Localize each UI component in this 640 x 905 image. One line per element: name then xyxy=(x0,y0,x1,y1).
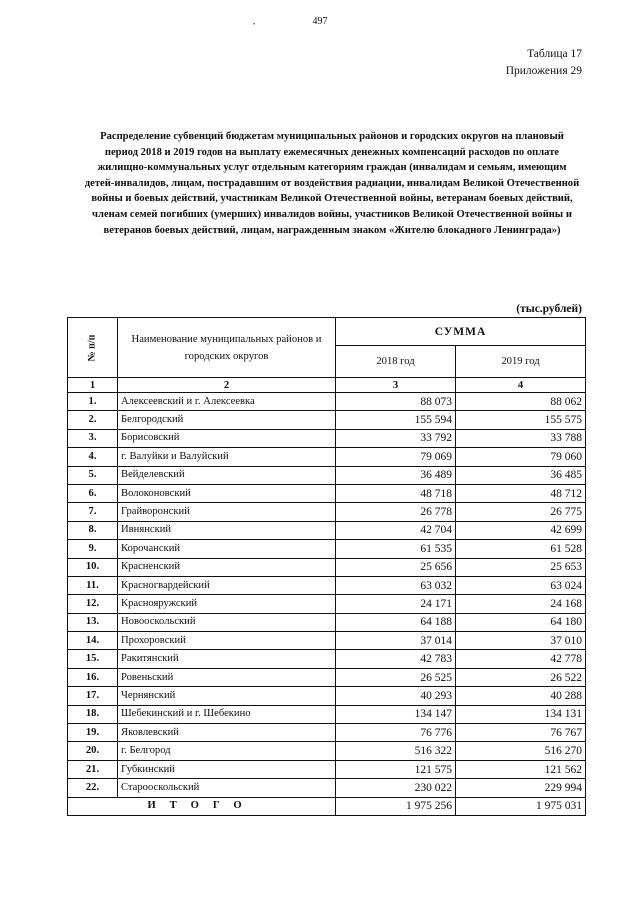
table-row xyxy=(68,779,586,797)
table-row xyxy=(68,411,586,429)
table-row xyxy=(68,632,586,650)
annex-reference: Приложения 29 xyxy=(505,65,582,77)
row-value-2019: 26 775 xyxy=(456,503,586,521)
row-value-2019: 76 767 xyxy=(456,724,586,742)
table-row xyxy=(68,595,586,613)
row-number: 5. xyxy=(68,466,118,484)
row-value-2019: 63 024 xyxy=(456,576,586,594)
table-row xyxy=(68,540,586,558)
row-district-name: Старооскольский xyxy=(118,779,336,797)
subvention-table xyxy=(67,317,586,816)
row-district-name: Новооскольский xyxy=(118,613,336,631)
row-value-2019: 40 288 xyxy=(456,687,586,705)
table-row xyxy=(68,558,586,576)
row-number: 11. xyxy=(68,576,118,594)
row-value-2018: 121 575 xyxy=(336,760,456,778)
row-number: 22. xyxy=(68,779,118,797)
row-value-2018: 48 718 xyxy=(336,484,456,502)
row-value-2018: 33 792 xyxy=(336,429,456,447)
table-body xyxy=(68,393,586,798)
row-value-2018: 230 022 xyxy=(336,779,456,797)
row-number: 17. xyxy=(68,687,118,705)
row-number: 19. xyxy=(68,724,118,742)
total-value-2019: 1 975 031 xyxy=(456,797,586,815)
row-number: 14. xyxy=(68,632,118,650)
row-district-name: Ракитянский xyxy=(118,650,336,668)
row-value-2018: 155 594 xyxy=(336,411,456,429)
row-number: 8. xyxy=(68,521,118,539)
row-value-2018: 42 783 xyxy=(336,650,456,668)
row-number: 6. xyxy=(68,484,118,502)
row-value-2018: 516 322 xyxy=(336,742,456,760)
row-district-name: Яковлевский xyxy=(118,724,336,742)
row-value-2019: 26 522 xyxy=(456,668,586,686)
total-value-2018: 1 975 256 xyxy=(336,797,456,815)
row-value-2018: 40 293 xyxy=(336,687,456,705)
row-value-2019: 36 485 xyxy=(456,466,586,484)
table-row xyxy=(68,613,586,631)
table-row xyxy=(68,484,586,502)
row-value-2019: 25 653 xyxy=(456,558,586,576)
row-value-2019: 42 778 xyxy=(456,650,586,668)
column-numbers-row xyxy=(68,378,586,393)
table-row xyxy=(68,760,586,778)
row-value-2019: 229 994 xyxy=(456,779,586,797)
header-sum: СУММА xyxy=(336,318,586,346)
scan-dot-mark: • xyxy=(253,22,256,28)
row-district-name: Белгородский xyxy=(118,411,336,429)
row-number: 16. xyxy=(68,668,118,686)
total-row xyxy=(68,797,586,815)
row-number: 3. xyxy=(68,429,118,447)
row-value-2018: 37 014 xyxy=(336,632,456,650)
row-number: 20. xyxy=(68,742,118,760)
unit-label: (тыс.рублей) xyxy=(516,303,582,315)
row-value-2019: 24 168 xyxy=(456,595,586,613)
table-row xyxy=(68,724,586,742)
row-number: 1. xyxy=(68,393,118,411)
row-value-2018: 63 032 xyxy=(336,576,456,594)
column-number: 2 xyxy=(118,378,336,393)
row-number: 7. xyxy=(68,503,118,521)
row-value-2019: 155 575 xyxy=(456,411,586,429)
table-reference: Таблица 17 xyxy=(527,48,582,60)
document-title: Распределение субвенций бюджетам муниципальных районов и городских округов на плановый период 2018 и 2019 годов на выплату ежемесячных денежных компенсаций расходов по оплате жилищно-коммунальных услуг отдельным категориям граждан (инвалидам и семьям, имеющим детей-инвалидов, лицам, пострадавшим от воздействия радиации, инвалидам Великой Отечественной войны и боевых действий, участникам Великой Отечественной войны, ветеранам боевых действий, членам семей погибших (умерших) инвалидов войны, участников Великой Отечественной войны и ветеранов боевых действий, лицам, награжденным знаком «Жителю блокадного Ленинграда») xyxy=(84,131,580,236)
table-row xyxy=(68,393,586,411)
row-value-2018: 64 188 xyxy=(336,613,456,631)
row-value-2019: 134 131 xyxy=(456,705,586,723)
row-value-2018: 25 656 xyxy=(336,558,456,576)
table-row xyxy=(68,668,586,686)
table-row xyxy=(68,650,586,668)
row-value-2019: 33 788 xyxy=(456,429,586,447)
header-year-2019: 2019 год xyxy=(456,346,586,378)
header-number-label: № п/п xyxy=(86,334,98,361)
row-value-2018: 61 535 xyxy=(336,540,456,558)
row-value-2018: 42 704 xyxy=(336,521,456,539)
row-number: 12. xyxy=(68,595,118,613)
row-district-name: Губкинский xyxy=(118,760,336,778)
page-number: 497 xyxy=(312,16,328,27)
row-district-name: Прохоровский xyxy=(118,632,336,650)
row-number: 9. xyxy=(68,540,118,558)
row-number: 13. xyxy=(68,613,118,631)
table-row xyxy=(68,742,586,760)
table-row xyxy=(68,429,586,447)
row-value-2019: 88 062 xyxy=(456,393,586,411)
row-value-2019: 516 270 xyxy=(456,742,586,760)
row-district-name: Грайворонский xyxy=(118,503,336,521)
row-value-2019: 37 010 xyxy=(456,632,586,650)
row-district-name: Борисовский xyxy=(118,429,336,447)
row-number: 4. xyxy=(68,448,118,466)
row-district-name: Ивнянский xyxy=(118,521,336,539)
appendix-reference xyxy=(506,46,582,80)
row-district-name: Корочанский xyxy=(118,540,336,558)
row-district-name: Шебекинский и г. Шебекино xyxy=(118,705,336,723)
column-number: 3 xyxy=(336,378,456,393)
table-row xyxy=(68,503,586,521)
table-row xyxy=(68,576,586,594)
row-value-2018: 76 776 xyxy=(336,724,456,742)
row-district-name: Краснояружский xyxy=(118,595,336,613)
table-row xyxy=(68,705,586,723)
row-district-name: г. Белгород xyxy=(118,742,336,760)
row-value-2019: 61 528 xyxy=(456,540,586,558)
table-row xyxy=(68,521,586,539)
total-label: ИТОГО xyxy=(68,797,336,815)
row-value-2018: 26 778 xyxy=(336,503,456,521)
column-number: 4 xyxy=(456,378,586,393)
row-district-name: г. Валуйки и Валуйский xyxy=(118,448,336,466)
row-number: 2. xyxy=(68,411,118,429)
header-year-2018: 2018 год xyxy=(336,346,456,378)
row-value-2018: 134 147 xyxy=(336,705,456,723)
row-value-2019: 48 712 xyxy=(456,484,586,502)
row-number: 21. xyxy=(68,760,118,778)
row-value-2019: 42 699 xyxy=(456,521,586,539)
row-number: 15. xyxy=(68,650,118,668)
header-number xyxy=(68,318,118,378)
row-district-name: Красногвардейский xyxy=(118,576,336,594)
row-district-name: Волоконовский xyxy=(118,484,336,502)
table-row xyxy=(68,687,586,705)
row-number: 10. xyxy=(68,558,118,576)
row-value-2018: 24 171 xyxy=(336,595,456,613)
header-name: Наименование муниципальных районов и городских округов xyxy=(118,318,336,378)
row-value-2018: 26 525 xyxy=(336,668,456,686)
row-value-2018: 79 069 xyxy=(336,448,456,466)
table-row xyxy=(68,466,586,484)
row-value-2019: 64 180 xyxy=(456,613,586,631)
table-row xyxy=(68,448,586,466)
row-value-2019: 79 060 xyxy=(456,448,586,466)
column-number: 1 xyxy=(68,378,118,393)
table-header-row xyxy=(68,318,586,346)
row-number: 18. xyxy=(68,705,118,723)
row-value-2018: 88 073 xyxy=(336,393,456,411)
row-district-name: Алексеевский и г. Алексеевка xyxy=(118,393,336,411)
row-value-2018: 36 489 xyxy=(336,466,456,484)
row-value-2019: 121 562 xyxy=(456,760,586,778)
row-district-name: Чернянский xyxy=(118,687,336,705)
row-district-name: Вейделевский xyxy=(118,466,336,484)
row-district-name: Ровеньский xyxy=(118,668,336,686)
row-district-name: Красненский xyxy=(118,558,336,576)
